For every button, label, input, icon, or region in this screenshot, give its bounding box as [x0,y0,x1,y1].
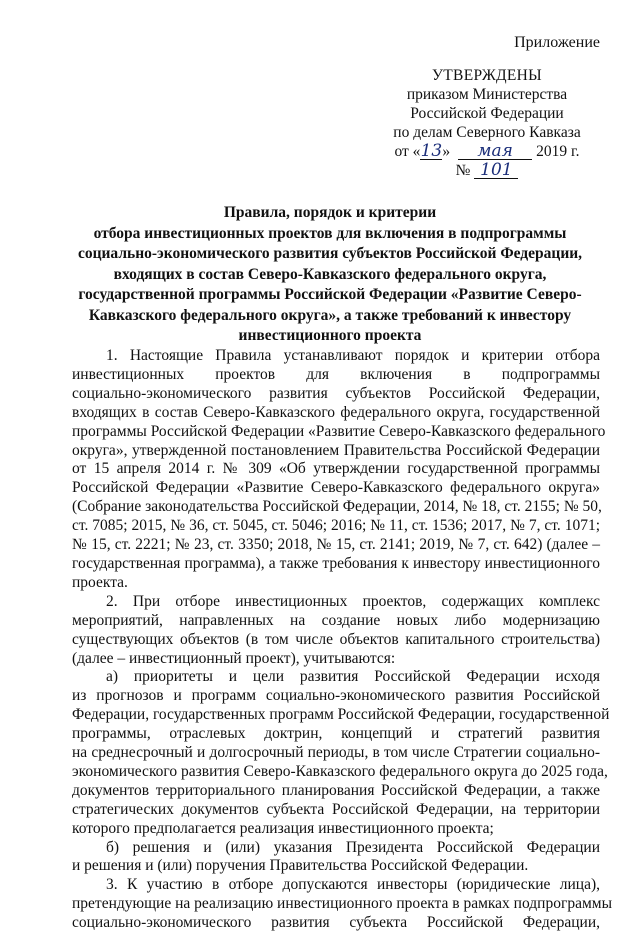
document-title [60,203,600,347]
body-line: которого предполагается реализация инвестиционного проекта; [72,819,494,837]
body-line: и решения и (или) поручения Правительства Российской Федерации. [72,857,529,875]
body-line: Федерации, государственных программ Российской Федерации, государственной [72,706,610,724]
body-line: б) решения и (или) указания Президента Российской Федерации [106,838,600,856]
order-line-1: приказом Министерства [406,86,568,103]
order-number [372,161,602,180]
body-line: (Собрание законодательства Российской Федерации, 2014, № 18, ст. 2155; № 50, [72,498,602,516]
body-line: инвестиционных проектов для включения в подпрограммы [72,365,600,383]
title-line: Правила, порядок и критерии [223,204,437,221]
body-line: программы Российской Федерации «Развитие Северо-Кавказского федерального [72,422,606,440]
body-line: 3. К участию в отборе допускаются инвесторы (юридические лица), [106,876,600,894]
body-line: 1. Настоящие Правила устанавливают порядок и критерии отбора [106,347,600,364]
approval-block [372,66,602,180]
body-line: стратегических документов субъекта Российской Федерации, на территории [72,800,600,818]
title-line: инвестиционного проекта [238,327,422,344]
body-line: из прогнозов и программ социально-экономического развития Российской [72,687,600,705]
order-line-2: Российской Федерации [410,105,564,122]
number-handwritten: 101 [474,162,518,179]
title-line: входящих в состав Северо-Кавказского федерального округа, [113,265,547,283]
body-line: округа», утвержденной постановлением Правительства Российской Федерации [72,441,600,459]
body-line: социально-экономического развития субъекта Российской Федерации, [72,914,600,932]
body-line: экономического развития Северо-Кавказского федерального округа до 2025 года, [72,762,608,780]
approved-heading: УТВЕРЖДЕНЫ [432,67,542,84]
body-line: входящих в состав Северо-Кавказского федерального округа, государственной [72,403,600,421]
title-line: Кавказского федерального округа», а также требований к инвестору [88,306,572,324]
body-line: программы, отраслевых доктрин, концепций и стратегий развития [72,725,600,743]
body-line: № 15, ст. 2221; № 23, ст. 3350; 2018, № 15, ст. 2141; 2019, № 7, ст. 642) (далее – [72,536,600,554]
body-line: ст. 7085; 2015, № 36, ст. 5045, ст. 5046; 2016; № 11, ст. 1536; 2017, № 7, ст. 1071; [72,517,600,535]
body-line: (далее – инвестиционный проект), учитываются: [72,649,396,667]
body-line: на среднесрочный и долгосрочный периоды, в том числе Стратегии социально- [72,744,600,762]
title-line: социально-экономического развития субъектов Российской Федерации, [77,245,583,262]
number-prefix: № [455,162,471,179]
body-line: претендующие на реализацию инвестиционного проекта в рамках подпрограммы [72,895,612,913]
appendix-label: Приложение [514,34,600,51]
title-line: отбора инвестиционных проектов для включения в подпрограммы [93,224,567,242]
body-line: существующих объектов (в том числе объектов капитального строительства) [72,630,600,648]
body-line: проекта. [72,573,128,591]
document-body [72,347,612,933]
date-month-handwritten: мая [458,143,532,160]
body-line: мероприятий, направленных на создание новых либо модернизацию [72,611,600,629]
date-day-handwritten: 13 [420,141,443,161]
order-line-3: по делам Северного Кавказа [393,124,581,141]
date-prefix: от « [394,143,421,160]
body-line: а) приоритеты и цели развития Российской Федерации исходя [106,668,600,686]
body-line: государственная программа), а также требования к инвестору инвестиционного [72,554,600,572]
body-line: социально-экономического развития субъектов Российской Федерации, [72,384,600,402]
body-line: Российской Федерации «Развитие Северо-Кавказского федерального округа» [72,479,600,497]
body-line: 2. При отборе инвестиционных проектов, содержащих комплекс [106,592,600,610]
body-line: документов территориального планирования Российской Федерации, а также [72,781,600,799]
body-line: от 15 апреля 2014 г. № 309 «Об утверждении государственной программы [72,460,600,478]
date-year: 2019 г. [536,143,580,160]
title-line: государственной программы Российской Федерации «Развитие Северо- [78,286,582,303]
order-date [372,142,602,161]
date-mid: » [442,143,451,160]
